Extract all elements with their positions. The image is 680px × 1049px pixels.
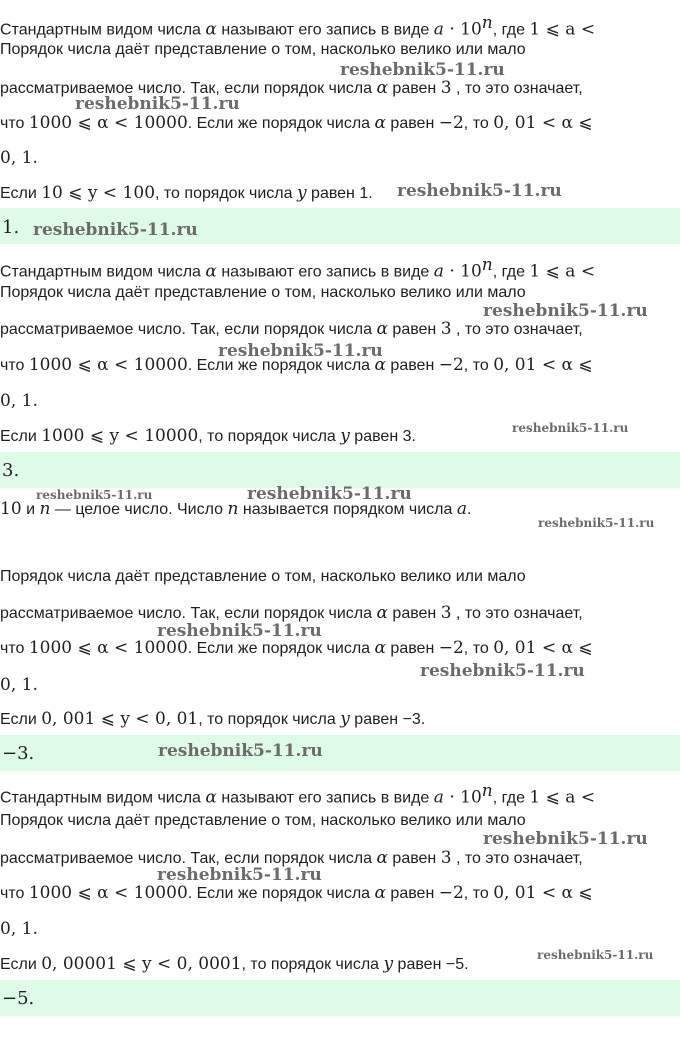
- watermark: reshebnik5-11.ru: [340, 60, 505, 80]
- watermark: reshebnik5-11.ru: [397, 181, 562, 201]
- watermark: reshebnik5-11.ru: [157, 865, 322, 885]
- answer-value: −5.: [2, 988, 35, 1009]
- watermark: reshebnik5-11.ru: [538, 516, 655, 530]
- order-example-line: рассматриваемое число. Так, если порядок числа α равен 3 , то это означает,: [0, 78, 583, 98]
- inequality-line: что 1000 ⩽ α < 10000. Если же порядок числа α равен −2, то 0, 01 < α ⩽: [0, 883, 593, 903]
- definition-tail-line: 10 и n — целое число. Число n называется порядком числа a.: [0, 499, 472, 519]
- question-line: Если 1000 ⩽ y < 10000, то порядок числа y равен 3.: [0, 426, 416, 446]
- answer-value: −3.: [2, 743, 35, 764]
- order-explanation-line: Порядок числа даёт представление о том, насколько велико или мало: [0, 568, 526, 585]
- value-line: 0, 1.: [0, 148, 38, 168]
- value-line: 0, 1.: [0, 675, 38, 695]
- value-line: 0, 1.: [0, 391, 38, 411]
- order-example-line: рассматриваемое число. Так, если порядок числа α равен 3 , то это означает,: [0, 848, 583, 868]
- inequality-line: что 1000 ⩽ α < 10000. Если же порядок числа α равен −2, то 0, 01 < α ⩽: [0, 113, 593, 133]
- definition-line: Стандартным видом числа α называют его запись в виде $a \cdot 10^n$, где 1 ⩽ a <: [0, 255, 596, 282]
- watermark: reshebnik5-11.ru: [420, 661, 585, 681]
- watermark: reshebnik5-11.ru: [512, 421, 629, 435]
- value-line: 0, 1.: [0, 919, 38, 939]
- answer-band: [0, 735, 680, 771]
- order-explanation-line: Порядок числа даёт представление о том, насколько велико или мало: [0, 284, 526, 301]
- inequality-line: что 1000 ⩽ α < 10000. Если же порядок числа α равен −2, то 0, 01 < α ⩽: [0, 355, 593, 375]
- watermark: reshebnik5-11.ru: [36, 488, 153, 502]
- order-explanation-line: Порядок числа даёт представление о том, насколько велико или мало: [0, 812, 526, 829]
- watermark: reshebnik5-11.ru: [75, 94, 240, 114]
- order-example-line: рассматриваемое число. Так, если порядок числа α равен 3 , то это означает,: [0, 603, 583, 623]
- watermark: reshebnik5-11.ru: [158, 741, 323, 761]
- question-line: Если 10 ⩽ y < 100, то порядок числа y равен 1.: [0, 183, 373, 203]
- answer-band: [0, 452, 680, 488]
- watermark: reshebnik5-11.ru: [33, 220, 198, 240]
- order-explanation-line: Порядок числа даёт представление о том, насколько велико или мало: [0, 41, 526, 58]
- answer-band: [0, 980, 680, 1016]
- question-line: Если 0, 001 ⩽ y < 0, 01, то порядок числа y равен −3.: [0, 709, 426, 729]
- watermark: reshebnik5-11.ru: [483, 829, 648, 849]
- answer-value: 3.: [2, 460, 20, 481]
- watermark: reshebnik5-11.ru: [157, 621, 322, 641]
- answer-value: 1.: [2, 217, 20, 238]
- watermark: reshebnik5-11.ru: [218, 341, 383, 361]
- order-example-line: рассматриваемое число. Так, если порядок числа α равен 3 , то это означает,: [0, 319, 583, 339]
- question-line: Если 0, 00001 ⩽ y < 0, 0001, то порядок числа y равен −5.: [0, 954, 469, 974]
- definition-line: Стандартным видом числа α называют его запись в виде $a \cdot 10^n$, где 1 ⩽ a <: [0, 781, 596, 808]
- watermark: reshebnik5-11.ru: [483, 301, 648, 321]
- definition-line: Стандартным видом числа α называют его запись в виде $a \cdot 10^n$, где 1 ⩽ a <: [0, 13, 596, 40]
- inequality-line: что 1000 ⩽ α < 10000. Если же порядок числа α равен −2, то 0, 01 < α ⩽: [0, 638, 593, 658]
- watermark: reshebnik5-11.ru: [247, 484, 412, 504]
- watermark: reshebnik5-11.ru: [537, 948, 654, 962]
